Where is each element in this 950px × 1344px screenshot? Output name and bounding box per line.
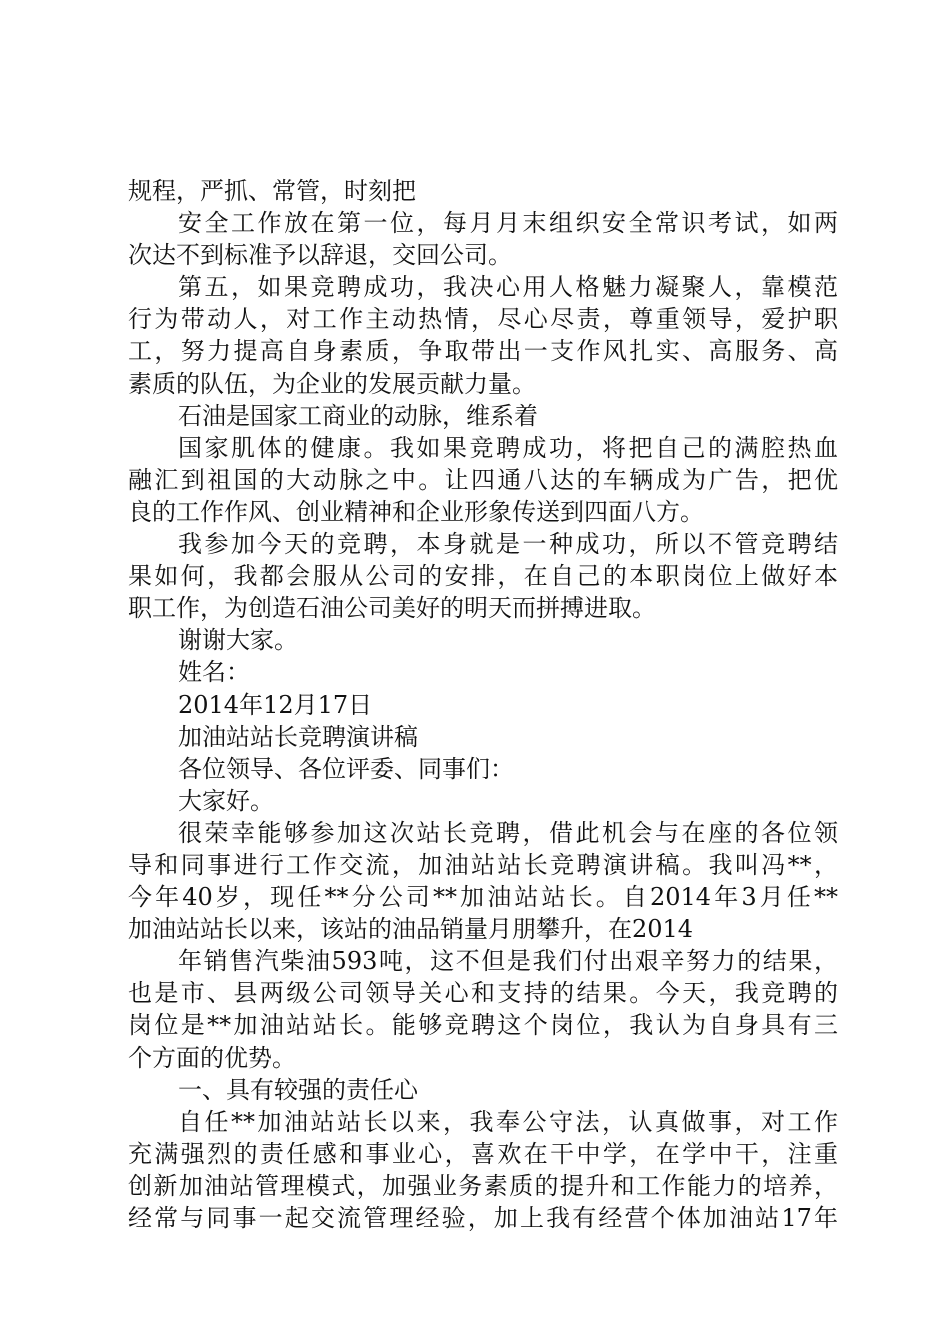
text-line: 石油是国家工商业的动脉，维系着	[178, 401, 538, 430]
text-line: 一、具有较强的责任心	[178, 1075, 418, 1104]
text-line: 岗位是**加油站站长。能够竞聘这个岗位，我认为自身具有三	[128, 1011, 838, 1040]
text-line: 也是市、县两级公司领导关心和支持的结果。今天，我竞聘的	[128, 979, 838, 1008]
text-line: 我参加今天的竞聘，本身就是一种成功，所以不管竞聘结	[178, 530, 838, 559]
text-line: 安全工作放在第一位，每月月末组织安全常识考试，如两	[178, 209, 838, 238]
text-line: 工，努力提高自身素质，争取带出一支作风扎实、高服务、高	[128, 337, 838, 366]
text-line: 创新加油站管理模式，加强业务素质的提升和工作能力的培养，	[128, 1171, 838, 1200]
text-line: 果如何，我都会服从公司的安排，在自己的本职岗位上做好本	[128, 562, 838, 591]
text-line: 加油站站长以来，该站的油品销量月朋攀升，在2014	[128, 915, 694, 944]
text-line: 个方面的优势。	[128, 1043, 296, 1072]
text-line: 大家好。	[178, 786, 274, 815]
text-line: 第五，如果竞聘成功，我决心用人格魅力凝聚人，靠模范	[178, 273, 838, 302]
text-line: 次达不到标准予以辞退，交回公司。	[128, 241, 512, 270]
text-line: 谢谢大家。	[178, 626, 298, 655]
text-line: 自任**加油站站长以来，我奉公守法，认真做事，对工作	[178, 1107, 838, 1136]
text-line: 各位领导、各位评委、同事们：	[178, 754, 514, 783]
text-line: 今年40岁，现任**分公司**加油站站长。自2014年3月任**	[128, 883, 838, 912]
text-line: 很荣幸能够参加这次站长竞聘，借此机会与在座的各位领	[178, 818, 838, 847]
text-line: 加油站站长竞聘演讲稿	[178, 722, 418, 751]
text-line: 融汇到祖国的大动脉之中。让四通八达的车辆成为广告，把优	[128, 465, 838, 494]
text-line: 素质的队伍，为企业的发展贡献力量。	[128, 369, 536, 398]
text-line: 行为带动人，对工作主动热情，尽心尽责，尊重领导，爱护职	[128, 305, 838, 334]
text-line: 国家肌体的健康。我如果竞聘成功，将把自己的满腔热血	[178, 433, 838, 462]
text-line: 规程，严抓、常管，时刻把	[128, 177, 416, 205]
text-line: 充满强烈的责任感和事业心，喜欢在干中学，在学中干，注重	[128, 1139, 838, 1168]
text-line: 2014年12月17日	[178, 690, 373, 719]
text-line: 职工作，为创造石油公司美好的明天而拼搏进取。	[128, 594, 656, 623]
text-line: 年销售汽柴油593吨，这不但是我们付出艰辛努力的结果，	[178, 947, 838, 976]
text-line: 导和同事进行工作交流，加油站站长竞聘演讲稿。我叫冯**，	[128, 850, 838, 879]
text-line: 良的工作作风、创业精神和企业形象传送到四面八方。	[128, 497, 704, 526]
text-line: 经常与同事一起交流管理经验，加上我有经营个体加油站17年	[128, 1204, 838, 1232]
document-body	[128, 175, 838, 1234]
text-line: 姓名：	[178, 658, 250, 687]
